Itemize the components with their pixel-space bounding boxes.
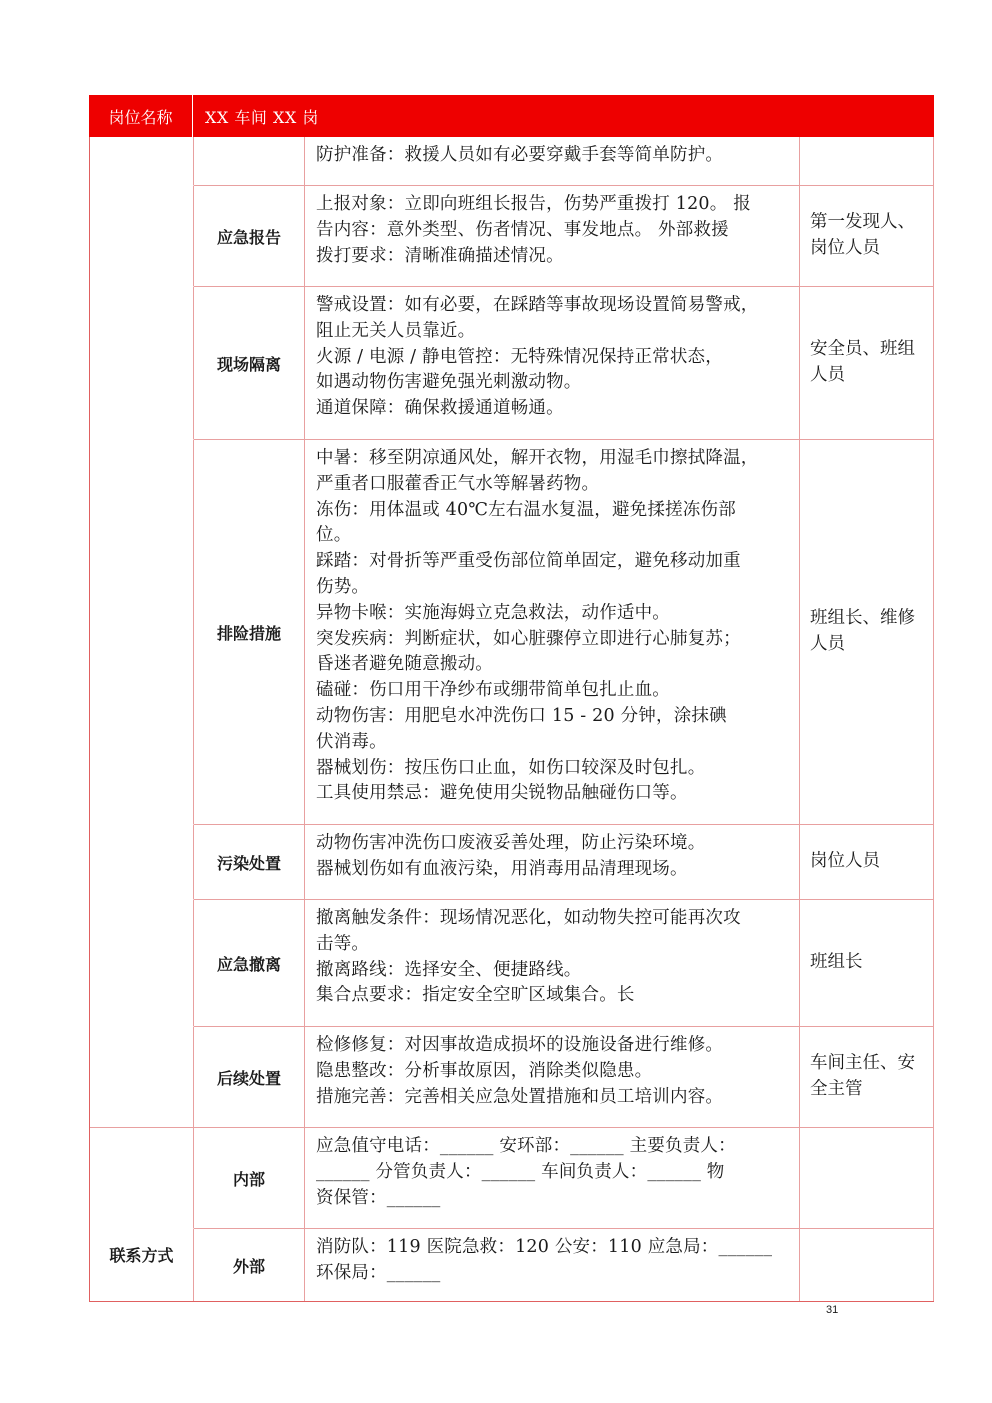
sublabel-cell: [194, 440, 305, 824]
responsible-line: 岗位人员: [810, 238, 880, 258]
section-cell: [90, 286, 194, 439]
table-row: [90, 899, 934, 1026]
content-line: 击等。: [316, 933, 370, 954]
content-line: 环保局：______: [316, 1262, 441, 1283]
content-line: 火源 / 电源 / 静电管控：无特殊情况保持正常状态，: [316, 346, 723, 367]
responsible-cell: [800, 137, 934, 185]
section-cell: [90, 185, 194, 286]
sublabel-cell: [194, 1229, 305, 1301]
sublabel-text: 后续处置: [216, 1068, 281, 1088]
content-line: 集合点要求：指定安全空旷区域集合。长: [316, 985, 635, 1006]
header-label: 岗位名称: [89, 95, 193, 137]
sublabel-text: 应急报告: [216, 227, 281, 247]
sublabel-cell: [194, 1128, 305, 1228]
content-line: 磕碰：伤口用干净纱布或绷带简单包扎止血。: [316, 680, 670, 701]
content-line: 昏迷者避免随意搬动。: [316, 654, 493, 675]
content-line: 伏消毒。: [316, 731, 387, 752]
sublabel-text: 现场隔离: [216, 354, 281, 374]
sublabel-cell: [194, 186, 305, 286]
content-cell: [305, 1229, 800, 1301]
content-line: 隐患整改：分析事故原因，消除类似隐患。: [316, 1060, 653, 1081]
responsible-line: 岗位人员: [810, 851, 880, 872]
content-line: 突发疾病：判断症状，如心脏骤停立即进行心肺复苏；: [316, 628, 741, 649]
content-line: 拨打要求：清晰准确描述情况。: [316, 245, 564, 266]
sublabel-cell: [194, 1027, 305, 1127]
section-cell: [90, 137, 194, 185]
content-line: 冻伤：用体温或 40℃左右温水复温，避免揉搓冻伤部: [316, 499, 736, 520]
responsible-cell: [800, 186, 934, 286]
section-cell: [90, 439, 194, 824]
responsible-cell: [800, 1027, 934, 1127]
content-line: 阻止无关人员靠近。: [316, 320, 476, 341]
content-line: ______ 分管负责人：______ 车间负责人：______ 物: [316, 1161, 725, 1182]
content-line: 通道保障：确保救援通道畅通。: [316, 398, 564, 419]
content-cell: [305, 1128, 800, 1228]
content-line: 告内容：意外类型、伤者情况、事发地点。 外部救援: [316, 219, 729, 240]
sublabel-cell: [194, 137, 305, 185]
page-number: 31: [826, 1304, 839, 1316]
table-row: [90, 1026, 934, 1127]
content-cell: [305, 137, 800, 185]
content-cell: [305, 1027, 800, 1127]
content-line: 资保管：______: [316, 1187, 441, 1208]
content-line: 应急值守电话：______ 安环部：______ 主要负责人：: [316, 1136, 736, 1156]
content-line: 踩踏：对骨折等严重受伤部位简单固定，避免移动加重: [316, 551, 741, 572]
responsible-cell: [800, 1128, 934, 1228]
responsible-cell: [800, 825, 934, 899]
content-line: 动物伤害：用肥皂水冲洗伤口 15 - 20 分钟，涂抹碘: [316, 705, 727, 726]
responsible-line: 安全员、班组: [810, 339, 915, 360]
table-row: [90, 824, 934, 899]
responsible-line: 第一发现人、: [810, 212, 915, 233]
responsible-cell: [800, 1229, 934, 1301]
responsible-cell: [800, 440, 934, 824]
section-cell: [90, 824, 194, 899]
content-line: 器械划伤：按压伤口止血，如伤口较深及时包扎。: [316, 757, 706, 778]
section-cell: [90, 1026, 194, 1127]
sublabel-text: 污染处置: [216, 853, 281, 873]
table-header: [89, 95, 934, 137]
content-line: 防护准备：救援人员如有必要穿戴手套等简单防护。: [316, 145, 724, 165]
content-line: 消防队：119 医院急救：120 公安：110 应急局：______: [316, 1237, 773, 1257]
content-line: 撤离触发条件：现场情况恶化，如动物失控可能再次攻: [316, 908, 741, 928]
content-line: 中暑：移至阴凉通风处，解开衣物，用湿毛巾擦拭降温，: [316, 448, 759, 468]
content-line: 撤离路线：选择安全、便捷路线。: [316, 959, 582, 980]
table-row: [90, 1228, 934, 1301]
table-row: [90, 185, 934, 286]
content-line: 异物卡喉：实施海姆立克急救法，动作适中。: [316, 602, 670, 623]
section-cell: [90, 1128, 194, 1265]
content-line: 上报对象：立即向班组长报告，伤势严重拨打 120。 报: [316, 194, 751, 214]
header-value: XX 车间 XX 岗: [205, 107, 319, 127]
content-cell: [305, 186, 800, 286]
section-cell: [90, 899, 194, 1026]
responsible-cell: [800, 900, 934, 1026]
content-line: 伤势。: [316, 576, 370, 597]
content-line: 检修修复：对因事故造成损坏的设施设备进行维修。: [316, 1035, 724, 1055]
responsible-cell: [800, 287, 934, 439]
content-line: 严重者口服藿香正气水等解暑药物。: [316, 473, 600, 494]
content-cell: [305, 900, 800, 1026]
responsible-line: 人员: [810, 634, 845, 654]
responsible-line: 全主管: [810, 1079, 863, 1099]
section-label: 联系方式: [109, 1246, 174, 1265]
responsible-line: 班组长、维修: [810, 608, 915, 629]
emergency-table: [89, 95, 934, 1302]
content-line: 如遇动物伤害避免强光刺激动物。: [316, 372, 582, 393]
table-row: [90, 286, 934, 439]
content-line: 位。: [316, 525, 352, 546]
table-body: [89, 137, 934, 1302]
sublabel-cell: [194, 825, 305, 899]
sublabel-text: 外部: [232, 1256, 265, 1276]
content-cell: [305, 287, 800, 439]
table-row: [90, 439, 934, 824]
sublabel-cell: [194, 900, 305, 1026]
content-line: 措施完善：完善相关应急处置措施和员工培训内容。: [316, 1086, 724, 1107]
sublabel-cell: [194, 287, 305, 439]
sublabel-text: 排险措施: [216, 623, 281, 643]
table-row: [90, 137, 934, 185]
sublabel-text: 内部: [232, 1169, 265, 1189]
section-cell: [90, 1228, 194, 1301]
sublabel-text: 应急撤离: [216, 954, 281, 974]
responsible-line: 车间主任、安: [810, 1053, 915, 1074]
content-line: 动物伤害冲洗伤口废液妥善处理，防止污染环境。: [316, 833, 706, 853]
content-line: 器械划伤如有血液污染，用消毒用品清理现场。: [316, 858, 688, 879]
content-cell: [305, 440, 800, 824]
responsible-line: 人员: [810, 365, 845, 385]
content-line: 工具使用禁忌：避免使用尖锐物品触碰伤口等。: [316, 783, 688, 804]
content-line: 警戒设置：如有必要，在踩踏等事故现场设置简易警戒，: [316, 295, 759, 315]
responsible-line: 班组长: [810, 952, 863, 973]
content-cell: [305, 825, 800, 899]
